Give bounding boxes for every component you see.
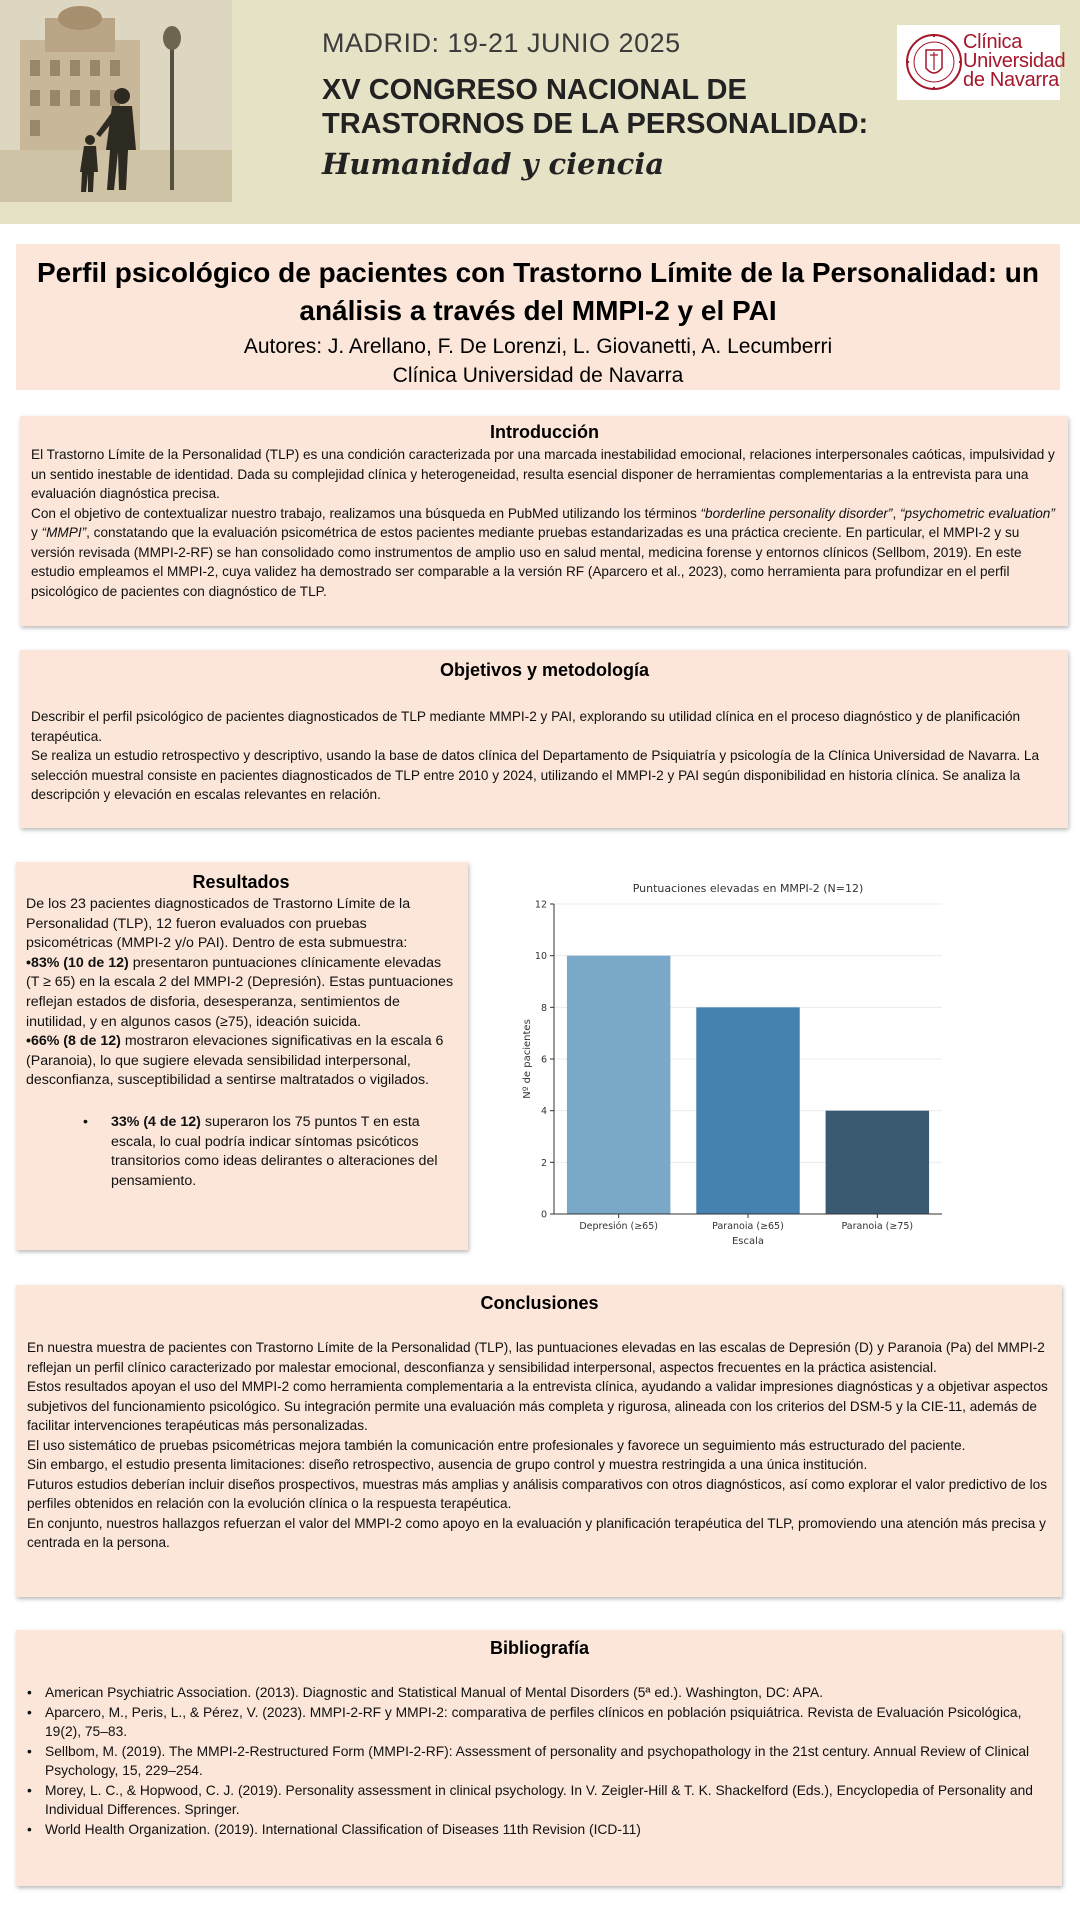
objectives-section xyxy=(20,650,1068,828)
street-scene-illustration xyxy=(0,0,232,202)
reference-bullet: • xyxy=(27,1685,32,1700)
y-tick-label: 0 xyxy=(540,1209,547,1221)
reference-item xyxy=(27,1820,1052,1840)
congress-header xyxy=(0,0,1080,224)
reference-text: Aparcero, M., Peris, L., & Pérez, V. (2023). MMPI-2-RF y MMPI-2: comparativa de perfiles clínicos en población psiquiátrica. Revista de Evaluación Psicológica, 19(2), 75–83. xyxy=(45,1704,1022,1739)
y-tick-label: 2 xyxy=(540,1157,547,1169)
introduction-heading: Introducción xyxy=(490,422,599,442)
bar xyxy=(826,1111,929,1214)
reference-text: Sellbom, M. (2019). The MMPI-2-Restructured Form (MMPI-2-RF): Assessment of personality and psychopathology in the 21st century. Annual Review of Clinical Psychology, 15, 229–254. xyxy=(45,1743,1030,1778)
introduction-paragraph-1: El Trastorno Límite de la Personalidad (TLP) es una condición caracterizada por una marcada inestabilidad emocional, relaciones interpersonales caóticas, impulsividad y un sentido inestable de identidad. Dada su complejidad clínica y heterogeneidad, resulta esencial disponer de herramientas complementarias a la entrevista para una evaluación diagnóstica precisa. xyxy=(31,447,1055,501)
intro-p2-and: y xyxy=(31,525,42,540)
bar xyxy=(696,1007,799,1214)
results-heading: Resultados xyxy=(192,872,290,892)
congress-date: MADRID: 19-21 JUNIO 2025 xyxy=(322,28,681,58)
reference-list xyxy=(27,1683,1052,1839)
sub-bullet-stat: 33% (4 de 12) xyxy=(111,1113,201,1130)
sub-bullet-content xyxy=(84,1113,456,1191)
paper-authors: Autores: J. Arellano, F. De Lorenzi, L. Giovanetti, A. Lecumberri xyxy=(243,335,833,358)
search-term-2: “psychometric evaluation” xyxy=(900,505,1055,521)
bullet-2-stat: 66% (8 de 12) xyxy=(30,1033,121,1050)
introduction-section xyxy=(20,416,1068,626)
conclusions-section xyxy=(16,1285,1062,1597)
reference-bullet: • xyxy=(27,1782,32,1798)
reference-item xyxy=(27,1742,1052,1781)
reference-text: American Psychiatric Association. (2013). Diagnostic and Statistical Manual of Mental Disorders (5ª ed.). Washington, DC: APA. xyxy=(45,1685,824,1700)
bibliography-section xyxy=(16,1630,1062,1886)
y-tick-label: 12 xyxy=(534,899,547,911)
sub-bullet-mark: • xyxy=(83,1113,88,1130)
x-tick-label: Paranoia (≥75) xyxy=(841,1221,914,1232)
y-tick-label: 4 xyxy=(540,1106,547,1118)
objectives-body xyxy=(31,707,1058,805)
y-tick-label: 8 xyxy=(540,1002,547,1014)
search-term-3: “MMPI” xyxy=(41,525,87,540)
reference-bullet: • xyxy=(27,1704,32,1720)
reference-item xyxy=(27,1683,1052,1703)
conclusions-paragraph-4: Sin embargo, el estudio presenta limitaciones: diseño retrospectivo, ausencia de grupo control y muestra restringida a una única institución. xyxy=(27,1457,868,1472)
y-tick-label: 6 xyxy=(540,1054,547,1066)
paper-title: Perfil psicológico de pacientes con Trastorno Límite de la Personalidad: un análisis a través del MMPI-2 y el PAI xyxy=(37,257,1039,326)
clinica-logo xyxy=(897,25,1066,100)
objectives-paragraph-1: Describir el perfil psicológico de pacientes diagnosticados de TLP mediante MMPI-2 y PAI, explorando su utilidad clínica en el proceso diagnóstico y de planificación terapéutica. xyxy=(31,709,1021,744)
results-body xyxy=(26,895,456,1191)
conclusions-heading: Conclusiones xyxy=(480,1293,599,1313)
x-tick-label: Depresión (≥65) xyxy=(579,1221,658,1232)
clinica-logo-text xyxy=(963,33,1065,90)
logo-line-2: Universidad xyxy=(963,50,1066,72)
introduction-body xyxy=(31,445,1058,601)
introduction-paragraph-2 xyxy=(31,504,1058,602)
congress-subtitle: Humanidad y ciencia xyxy=(322,147,665,181)
conclusions-paragraph-1: En nuestra muestra de pacientes con Trastorno Límite de la Personalidad (TLP), las puntuaciones elevadas en las escalas de Depresión (D) y Paranoia (Pa) del MMPI-2 reflejan un perfil clínico caracterizado por malestar emocional, desconfianza y sensibilidad interpersonal, aspectos frecuentes en la práctica asistencial. xyxy=(27,1340,1045,1375)
sub-bullet-text: superaron los 75 puntos T en esta escala, lo cual podría indicar síntomas psicóticos transitorios como ideas delirantes o alteraciones del pensamiento. xyxy=(111,1113,438,1189)
bibliography-heading: Bibliografía xyxy=(489,1638,589,1658)
conclusions-paragraph-3: El uso sistemático de pruebas psicométricas mejora también la comunicación entre profesionales y favorece un seguimiento más estructurado del paciente. xyxy=(27,1437,966,1453)
logo-line-1: Clínica xyxy=(963,31,1023,53)
congress-title-line-2: TRASTORNOS DE LA PERSONALIDAD: xyxy=(322,108,869,140)
conclusions-paragraph-5: Futuros estudios deberían incluir diseños prospectivos, muestras más amplias y análisis comparativos con otros diagnósticos, así como explorar el valor predictivo de los perfiles obtenidos en relación con la evolución clínica o la respuesta terapéutica. xyxy=(27,1476,1048,1511)
y-axis-label: Nº de pacientes xyxy=(522,1019,533,1099)
objectives-heading: Objetivos y metodología xyxy=(439,660,650,680)
congress-heading xyxy=(322,28,882,181)
conclusions-paragraph-6: En conjunto, nuestros hallazgos refuerzan el valor del MMPI-2 como apoyo en la evaluación y planificación terapéutica del TLP, promoviendo una atención más precisa y centrada en la persona. xyxy=(27,1515,1046,1550)
reference-item xyxy=(27,1703,1052,1742)
intro-p2-rest: , constatando que la evaluación psicométrica de estos pacientes mediante pruebas estandarizadas es una práctica creciente. En particular, el MMPI-2 y su versión revisada (MMPI-2-RF) se han consolidado como instrumentos de amplio uso en salud mental, medicina forense y entornos clínicos (Sellbom, 2019). En este estudio empleamos el MMPI-2, cuya validez ha demostrado ser comparable a la versión RF (Aparcero et al., 2023), como herramienta para profundizar en el perfil psicológico de pacientes con diagnóstico de TLP. xyxy=(31,525,1022,599)
congress-title-line-1: XV CONGRESO NACIONAL DE xyxy=(322,74,747,106)
results-bullet-1 xyxy=(26,954,456,1032)
reference-bullet: • xyxy=(27,1743,32,1759)
university-seal-icon xyxy=(903,28,965,96)
intro-p2-lead: Con el objetivo de contextualizar nuestro trabajo, realizamos una búsqueda en PubMed utilizando los términos xyxy=(31,505,701,521)
logo-line-3: de Navarra xyxy=(963,69,1059,91)
objectives-paragraph-2: Se realiza un estudio retrospectivo y descriptivo, usando la base de datos clínica del Departamento de Psiquiatría y psicología de la Clínica Universidad de Navarra. La selección muestral consiste en pacientes diagnosticados de TLP entre 2010 y 2024, utilizando el MMPI-2 y PAI según disponibilidad en historia clínica. Se analiza la descripción y elevación en escalas relevantes en relación. xyxy=(31,748,1040,802)
bullet-1-stat: 83% (10 de 12) xyxy=(30,954,129,971)
bar-chart xyxy=(516,878,956,1256)
bullet-1-mark: • xyxy=(26,954,31,971)
bullet-1-text: presentaron puntuaciones clínicamente elevadas (T ≥ 65) en la escala 2 del MMPI-2 (Depresión). Estas puntuaciones reflejan estados de disforia, desesperanza, sentimientos de inutilidad, y en algunos casos (≥75), ideación suicida. xyxy=(26,954,454,1030)
conclusions-paragraph-2: Estos resultados apoyan el uso del MMPI-2 como herramienta complementaria a la entrevista clínica, ayudando a validar impresiones diagnósticas y a objetivar aspectos subjetivos del funcionamiento psicológico. Su integración permite una evaluación más completa y rigurosa, alineada con los criterios del DSM-5 y la CIE-11, además de facilitar intervenciones terapéuticas más personalizadas. xyxy=(27,1379,1048,1433)
results-intro: De los 23 pacientes diagnosticados de Trastorno Límite de la Personalidad (TLP), 12 fueron evaluados con pruebas psicométricas (MMPI-2 y/o PAI). Dentro de esta submuestra: xyxy=(26,896,411,952)
x-tick-label: Paranoia (≥65) xyxy=(712,1221,784,1232)
intro-p2-comma: , xyxy=(892,505,900,521)
chart-title: Puntuaciones elevadas en MMPI-2 (N=12) xyxy=(632,882,864,895)
conclusions-body xyxy=(27,1338,1052,1553)
bullet-2-mark: • xyxy=(26,1033,31,1050)
bullet-2-text: mostraron elevaciones significativas en la escala 6 (Paranoia), lo que sugiere elevada sensibilidad interpersonal, desconfianza, susceptibilidad a sentirse maltratados o vigilados. xyxy=(26,1033,444,1089)
congress-title xyxy=(322,73,882,141)
reference-text: Morey, L. C., & Hopwood, C. J. (2019). Personality assessment in clinical psychology. In V. Zeigler-Hill & T. K. Shackelford (Eds.), Encyclopedia of Personality and Individual Differences. Springer. xyxy=(45,1782,1033,1817)
y-tick-label: 10 xyxy=(534,951,547,963)
results-sub-bullet xyxy=(26,1113,456,1191)
search-term-1: “borderline personality disorder” xyxy=(700,505,893,521)
results-section xyxy=(16,862,468,1250)
results-chart xyxy=(516,878,956,1256)
paper-title-panel xyxy=(16,244,1060,390)
bar xyxy=(567,956,670,1214)
x-axis-label: Escala xyxy=(731,1236,765,1247)
results-bullet-2 xyxy=(26,1032,456,1091)
paper-institution: Clínica Universidad de Navarra xyxy=(392,364,684,387)
reference-item xyxy=(27,1781,1052,1820)
reference-bullet: • xyxy=(27,1821,32,1837)
reference-text: World Health Organization. (2019). International Classification of Diseases 11th Revision (ICD-11) xyxy=(45,1821,641,1837)
